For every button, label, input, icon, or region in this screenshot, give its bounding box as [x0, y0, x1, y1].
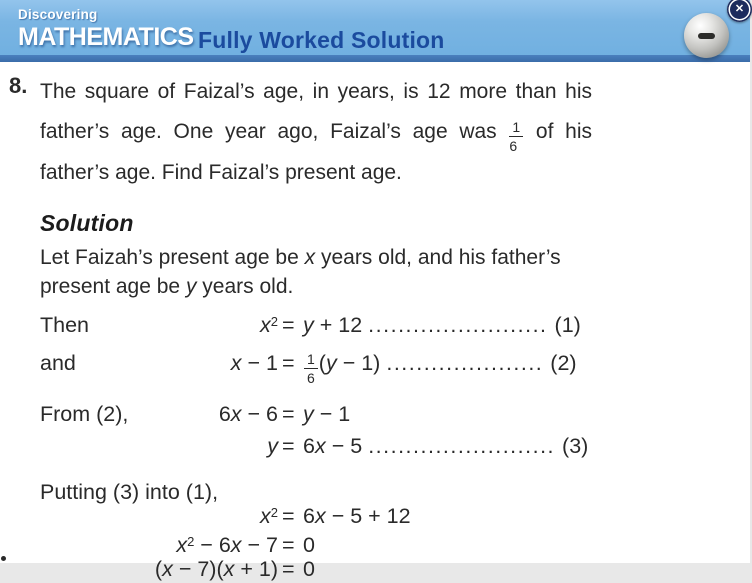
equation-lhs: (x − 7)(x + 1): [154, 557, 278, 581]
variable-x: x: [162, 557, 173, 581]
equals-sign: =: [282, 313, 295, 337]
equation-label: and: [40, 351, 76, 375]
equation-label: From (2),: [40, 402, 129, 426]
intro-line-1: Let Faizah’s present age be x years old, and his father’s: [40, 246, 561, 269]
page-title: Fully Worked Solution: [198, 27, 445, 53]
equals-sign: =: [282, 504, 295, 528]
dotted-leader: ........................: [368, 313, 548, 337]
variable-x: x: [260, 313, 271, 337]
problem-line-2: [40, 112, 592, 153]
equation-rhs: 0: [303, 533, 315, 557]
equation-lhs: $x^2$: [260, 504, 278, 528]
equation-lhs: [40, 432, 278, 460]
partial-text-dot: [1, 556, 6, 561]
dotted-leader: .........................: [368, 434, 556, 458]
equation-lhs: $x^2$: [260, 313, 278, 337]
problem-line-2-tail: of his: [535, 120, 592, 143]
equation-rhs: 6x − 5 ......................... (3): [303, 434, 589, 458]
problem-line-1: The square of Faizal’s age, in years, is 12 more than his: [40, 80, 592, 103]
equation-rhs: 6x − 5 + 12: [303, 504, 411, 528]
equation-label: Then: [40, 313, 90, 337]
equation-reference: (2): [550, 351, 577, 375]
variable-y: y: [303, 402, 314, 426]
equation-reference: (3): [562, 434, 589, 458]
variable-x: x: [230, 402, 242, 426]
discovering-mathematics-logo: [18, 8, 194, 50]
solution-text-line: Putting (3) into (1),: [40, 480, 219, 504]
close-icon: ✕: [734, 3, 745, 15]
equation-reference: (1): [554, 313, 581, 337]
variable-x: x: [314, 504, 326, 528]
variable-x: x: [176, 533, 188, 557]
solution-intro: [40, 243, 600, 301]
minimize-button[interactable]: [684, 13, 729, 58]
variable-y: y: [267, 434, 278, 458]
fraction-one-sixth: $\frac{1}{6}$: [508, 120, 524, 153]
header-divider: [0, 55, 750, 62]
equation-lhs: $x^2 - 6x - 7$: [176, 533, 278, 557]
equation-rhs: 0: [303, 557, 315, 581]
logo-discovering: Discovering: [18, 7, 98, 22]
logo-mathematics: MATHEMATICS: [18, 22, 194, 51]
problem-number: 8.: [9, 73, 28, 98]
equation-lhs: 6x − 6: [218, 402, 278, 426]
variable-x: x: [230, 351, 242, 375]
equals-sign: =: [282, 434, 295, 458]
equation-lhs: x − 1: [230, 351, 278, 375]
variable-y: y: [185, 275, 197, 298]
equals-sign: =: [282, 557, 295, 581]
intro-line-2: present age be y years old.: [40, 275, 294, 298]
header: [0, 0, 750, 62]
variable-x: x: [304, 246, 316, 269]
variable-y: y: [325, 351, 337, 375]
solution-heading: Solution: [40, 210, 134, 236]
equation-rhs: y + 12 ........................ (1): [303, 313, 581, 337]
equals-sign: =: [282, 402, 295, 426]
problem-line-3: father’s age. Find Faizal’s present age.: [40, 161, 402, 185]
equation-rhs: y − 1: [303, 402, 351, 426]
variable-x: x: [314, 434, 326, 458]
variable-x: x: [230, 533, 242, 557]
problem-line-2-text: father’s age. One year ago, Faizal’s age was: [40, 120, 497, 143]
solution-equations: [40, 303, 730, 581]
equals-sign: =: [282, 533, 295, 557]
dotted-leader: .....................: [386, 351, 544, 375]
equation-rhs: $\frac{1}{6}$ (y − 1) ..................... (2): [303, 339, 577, 387]
fraction: $\frac{1}{6}$: [303, 352, 319, 385]
variable-x: x: [260, 504, 271, 528]
minus-icon: [698, 33, 715, 39]
variable-x: x: [223, 557, 235, 581]
equals-sign: =: [282, 351, 295, 375]
problem-statement: [40, 72, 592, 193]
variable-y: y: [303, 313, 314, 337]
